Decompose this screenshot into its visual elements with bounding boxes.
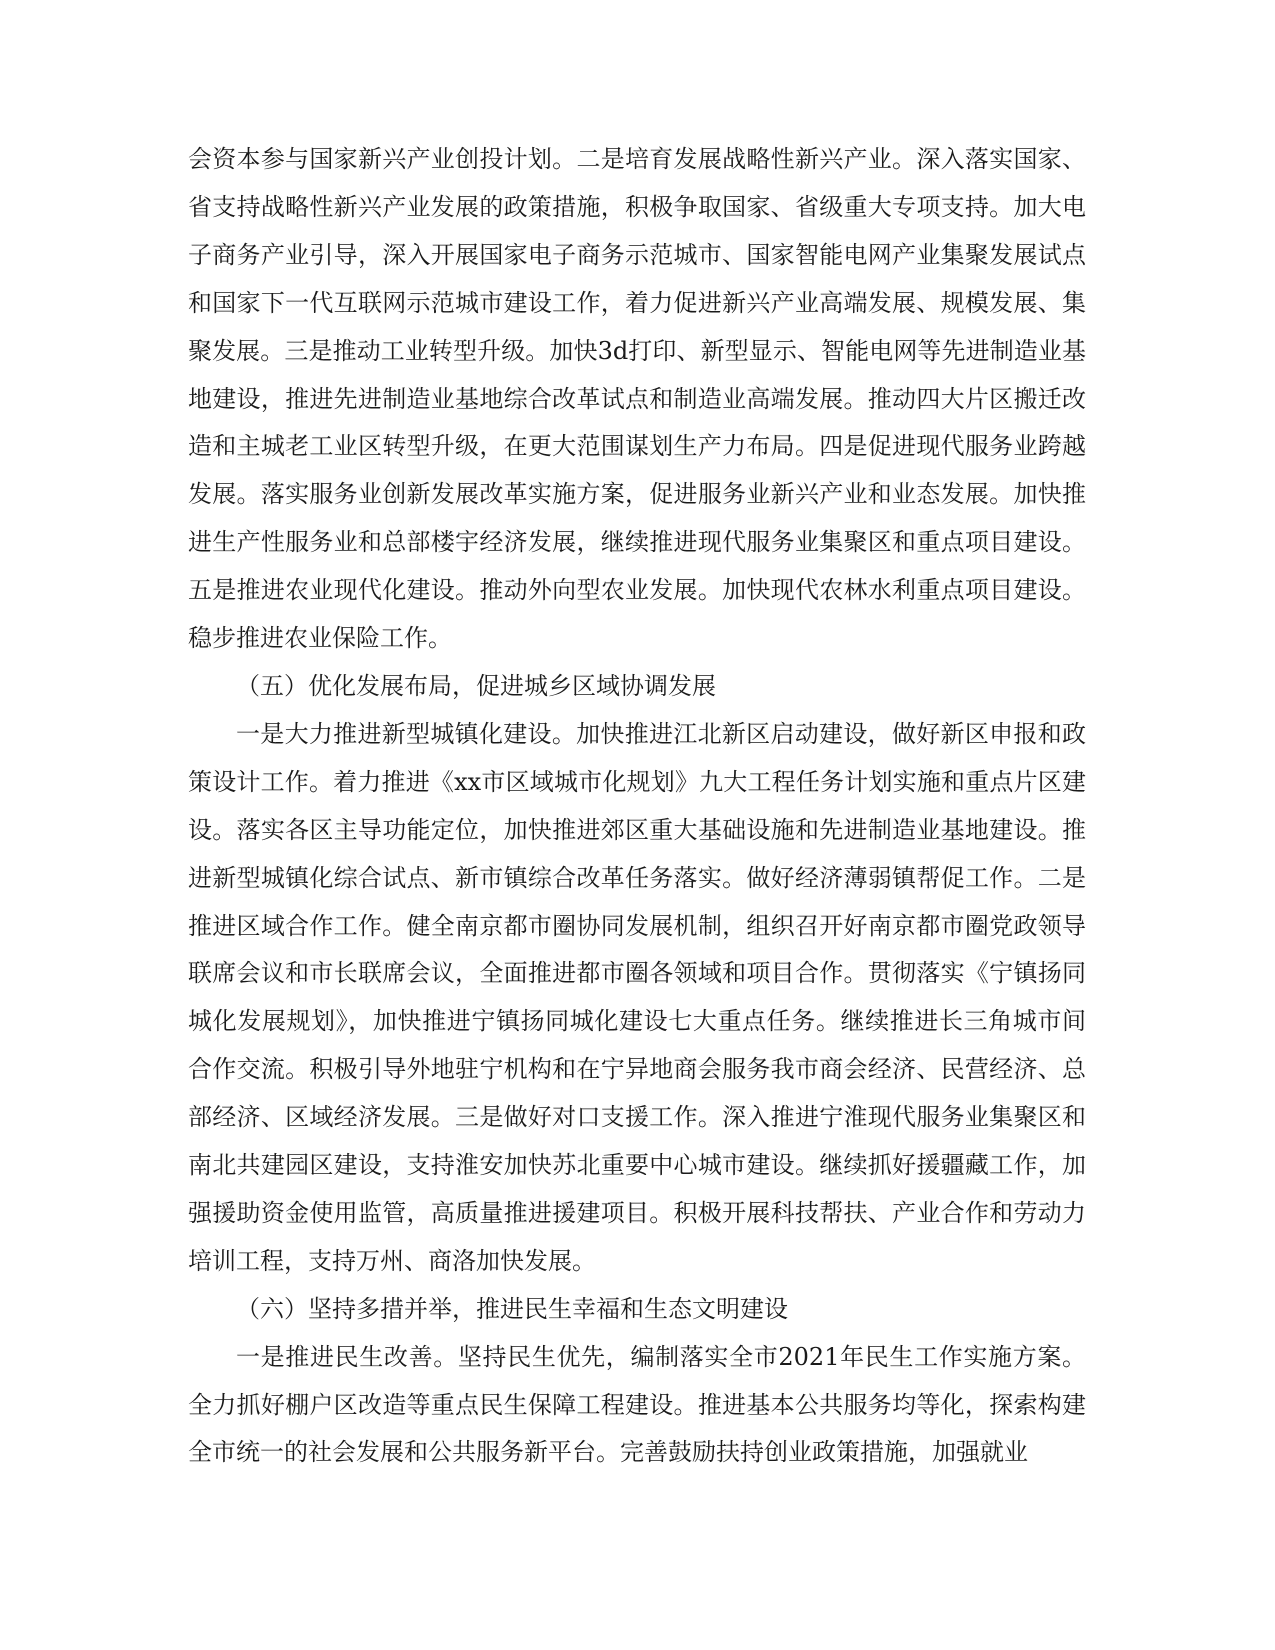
section-heading-5: （五）优化发展布局，促进城乡区域协调发展 — [236, 671, 716, 700]
paragraph-continuation: 会资本参与国家新兴产业创投计划。二是培育发展战略性新兴产业。深入落实国家、省支持战略性新兴产业发展的政策措施，积极争取国家、省级重大专项支持。加大电子商务产业引导，深入开展国家电子商务示范城市、国家智能电网产业集聚发展试点和国家下一代互联网示范城市建设工作，着力促进新兴产业高端发展、规模发展、集聚发展。三是推动工业转型升级。加快3d打印、新型显示、智能电网等先进制造业基地建设，推进先进制造业基地综合改革试点和制造业高端发展。推动四大片区搬迁改造和主城老工业区转型升级，在更大范围谋划生产力布局。四是促进现代服务业跨越发展。落实服务业创新发展改革实施方案，促进服务业新兴产业和业态发展。加快推进生产性服务业和总部楼宇经济发展，继续推进现代服务业集聚区和重点项目建设。五是推进农业现代化建设。推动外向型农业发展。加快现代农林水利重点项目建设。稳步推进农业保险工作。 — [188, 145, 1086, 653]
section-heading-6: （六）坚持多措并举，推进民生幸福和生态文明建设 — [236, 1294, 788, 1323]
document-body — [188, 136, 1086, 1477]
paragraph-section-5: 一是大力推进新型城镇化建设。加快推进江北新区启动建设，做好新区申报和政策设计工作。着力推进《xx市区域城市化规划》九大工程任务计划实施和重点片区建设。落实各区主导功能定位，加快推进郊区重大基础设施和先进制造业基地建设。推进新型城镇化综合试点、新市镇综合改革任务落实。做好经济薄弱镇帮促工作。二是推进区域合作工作。健全南京都市圈协同发展机制，组织召开好南京都市圈党政领导联席会议和市长联席会议，全面推进都市圈各领域和项目合作。贯彻落实《宁镇扬同城化发展规划》，加快推进宁镇扬同城化建设七大重点任务。继续推进长三角城市间合作交流。积极引导外地驻宁机构和在宁异地商会服务我市商会经济、民营经济、总部经济、区域经济发展。三是做好对口支援工作。深入推进宁淮现代服务业集聚区和南北共建园区建设，支持淮安加快苏北重要中心城市建设。继续抓好援疆藏工作，加强援助资金使用监管，高质量推进援建项目。积极开展科技帮扶、产业合作和劳动力培训工程，支持万州、商洛加快发展。 — [188, 719, 1086, 1275]
paragraph-section-6: 一是推进民生改善。坚持民生优先，编制落实全市2021年民生工作实施方案。全力抓好棚户区改造等重点民生保障工程建设。推进基本公共服务均等化，探索构建全市统一的社会发展和公共服务新平台。完善鼓励扶持创业政策措施，加强就业 — [188, 1342, 1086, 1467]
